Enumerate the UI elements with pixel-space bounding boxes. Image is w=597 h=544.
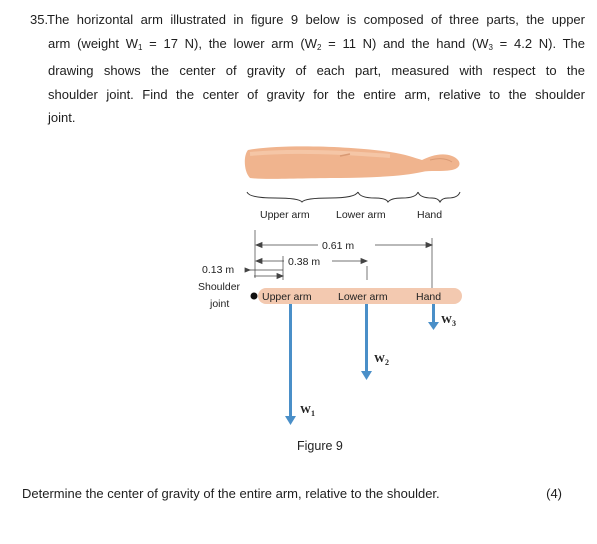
dim-038-label: 0.38 m <box>288 256 321 268</box>
weight-label-w1: $W_1$ <box>300 404 315 418</box>
bottom-prompt <box>22 486 572 501</box>
question-line-4: shoulder joint. Find the center of gravity for the entire arm, relative to the shoulder <box>48 86 585 102</box>
top-label-hand: Hand <box>417 209 443 221</box>
question-line-3: drawing shows the center of gravity of each part, measured with respect to the <box>48 63 585 78</box>
dimension-013 <box>245 268 283 279</box>
prompt-text: Determine the center of gravity of the entire arm, relative to the shoulder. <box>22 486 440 501</box>
bar-label-lower-arm: Lower arm <box>338 291 388 303</box>
question-number: 35. <box>30 12 49 27</box>
dim-061-label: 0.61 m <box>322 240 355 252</box>
dim-013-label: 0.13 m <box>202 264 235 276</box>
weight-arrow-w3 <box>428 304 439 330</box>
segment-braces <box>247 192 460 202</box>
question-35 <box>30 8 585 130</box>
question-line-5: joint. <box>48 110 76 125</box>
weight-arrow-w1 <box>285 304 296 425</box>
cg-tick-lines <box>255 230 432 288</box>
top-label-upper-arm: Upper arm <box>260 209 310 221</box>
bar-label-upper-arm: Upper arm <box>262 291 312 303</box>
weight-label-w3: $W_3$ <box>441 314 456 328</box>
arm-illustration <box>245 146 460 179</box>
top-label-lower-arm: Lower arm <box>336 209 386 221</box>
weight-arrow-w2 <box>361 304 372 380</box>
figure-9 <box>190 138 480 473</box>
bar-label-hand: Hand <box>416 291 442 303</box>
marks-label: (4) <box>546 486 562 501</box>
question-line-2: arm (weight $W_1 = 17$ N), the lower arm ($W_2 = 11$ N) and the hand ($W_3 = 4.2$ N). The <box>48 35 585 52</box>
shoulder-label-line-2: joint <box>210 298 230 310</box>
shoulder-joint-dot <box>251 293 258 300</box>
figure-caption: Figure 9 <box>297 439 343 453</box>
question-line-1: The horizontal arm illustrated in figure 9 below is composed of three parts, the upper <box>47 12 585 27</box>
weight-label-w2: $W_2$ <box>374 353 389 367</box>
shoulder-label-line-1: Shoulder <box>198 281 241 293</box>
